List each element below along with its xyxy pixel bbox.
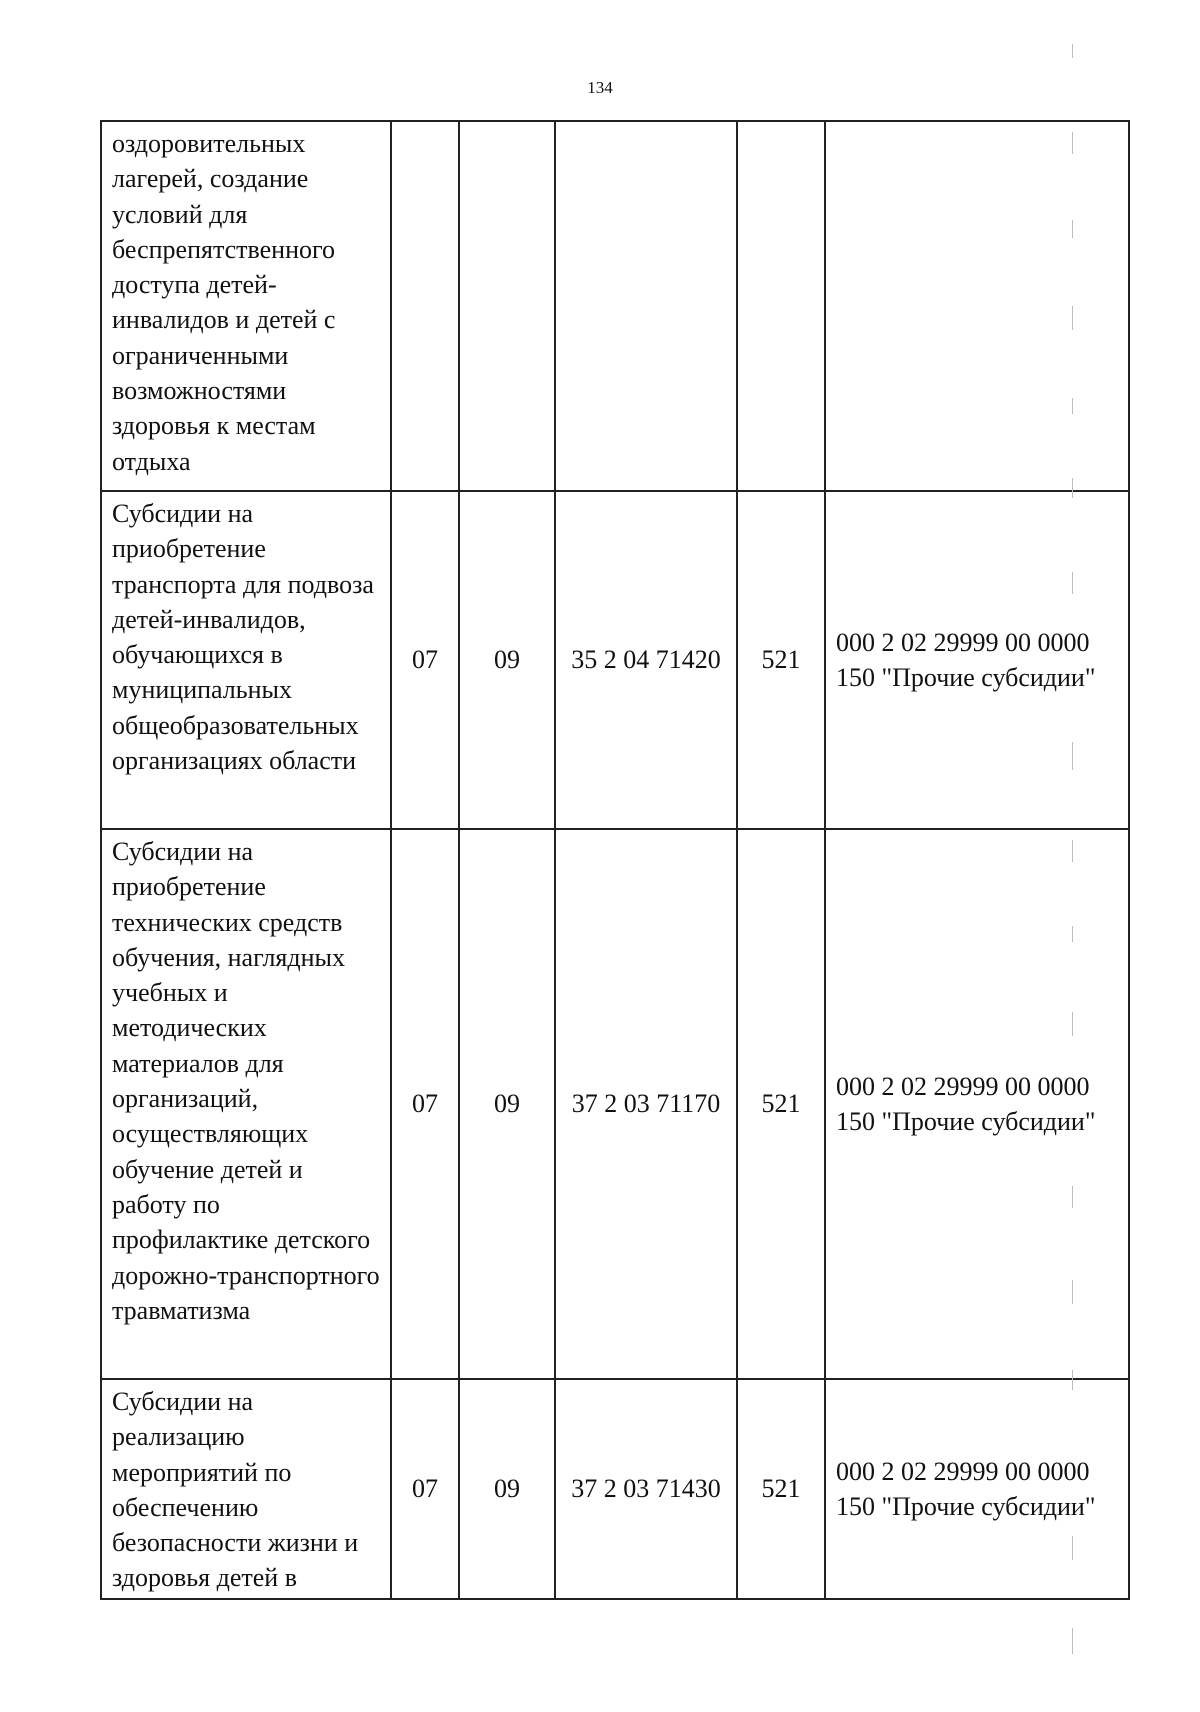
table-row [101,491,1129,829]
scan-artifact [1072,840,1073,862]
table-row [101,829,1129,1379]
expense-type-code: 521 [737,1379,825,1599]
row-description: оздоровительных лагерей, создание условий для беспрепятственного доступа детей-инвалидов и детей с ограниченными возможностями здоровья к местам отдыха [101,121,391,491]
revenue-code: 000 2 02 29999 00 0000 150 "Прочие субсидии" [825,1379,1129,1599]
scan-artifact [1072,1628,1073,1654]
subsection-code: 09 [459,829,555,1379]
scan-artifact [1072,1536,1073,1560]
revenue-code: 000 2 02 29999 00 0000 150 "Прочие субсидии" [825,491,1129,829]
scan-artifact [1072,44,1073,58]
row-description: Субсидии на приобретение технических средств обучения, наглядных учебных и методических материалов для организаций, осуществляющих обучение детей и работу по профилактике детского дорожно-транспортного травматизма [101,829,391,1379]
target-article-code [555,121,737,491]
row-description: Субсидии на реализацию мероприятий по обеспечению безопасности жизни и здоровья детей в [101,1379,391,1599]
scan-artifact [1072,132,1073,154]
row-description: Субсидии на приобретение транспорта для подвоза детей-инвалидов, обучающихся в муниципальных общеобразовательных организациях области [101,491,391,829]
scan-artifact [1072,478,1073,498]
expense-type-code: 521 [737,491,825,829]
revenue-code: 000 2 02 29999 00 0000 150 "Прочие субсидии" [825,829,1129,1379]
target-article-code: 37 2 03 71170 [555,829,737,1379]
subsection-code: 09 [459,491,555,829]
scan-artifact [1072,926,1073,942]
expense-type-code: 521 [737,829,825,1379]
subsection-code [459,121,555,491]
section-code [391,121,459,491]
revenue-code [825,121,1129,491]
table-row [101,1379,1129,1599]
scan-artifact [1072,1012,1073,1036]
page-number: 134 [587,78,613,97]
section-code: 07 [391,491,459,829]
scan-artifact [1072,398,1073,414]
target-article-code: 35 2 04 71420 [555,491,737,829]
section-code: 07 [391,829,459,1379]
scan-artifact [1072,306,1073,330]
expense-type-code [737,121,825,491]
table-row [101,121,1129,491]
scan-artifact [1072,1186,1073,1208]
subsection-code: 09 [459,1379,555,1599]
scan-artifact [1072,1280,1073,1304]
scan-artifact [1072,1370,1073,1390]
target-article-code: 37 2 03 71430 [555,1379,737,1599]
scan-artifact [1072,220,1073,238]
scan-artifact [1072,742,1073,770]
section-code: 07 [391,1379,459,1599]
budget-table [100,120,1130,1600]
scan-artifact [1072,572,1073,594]
